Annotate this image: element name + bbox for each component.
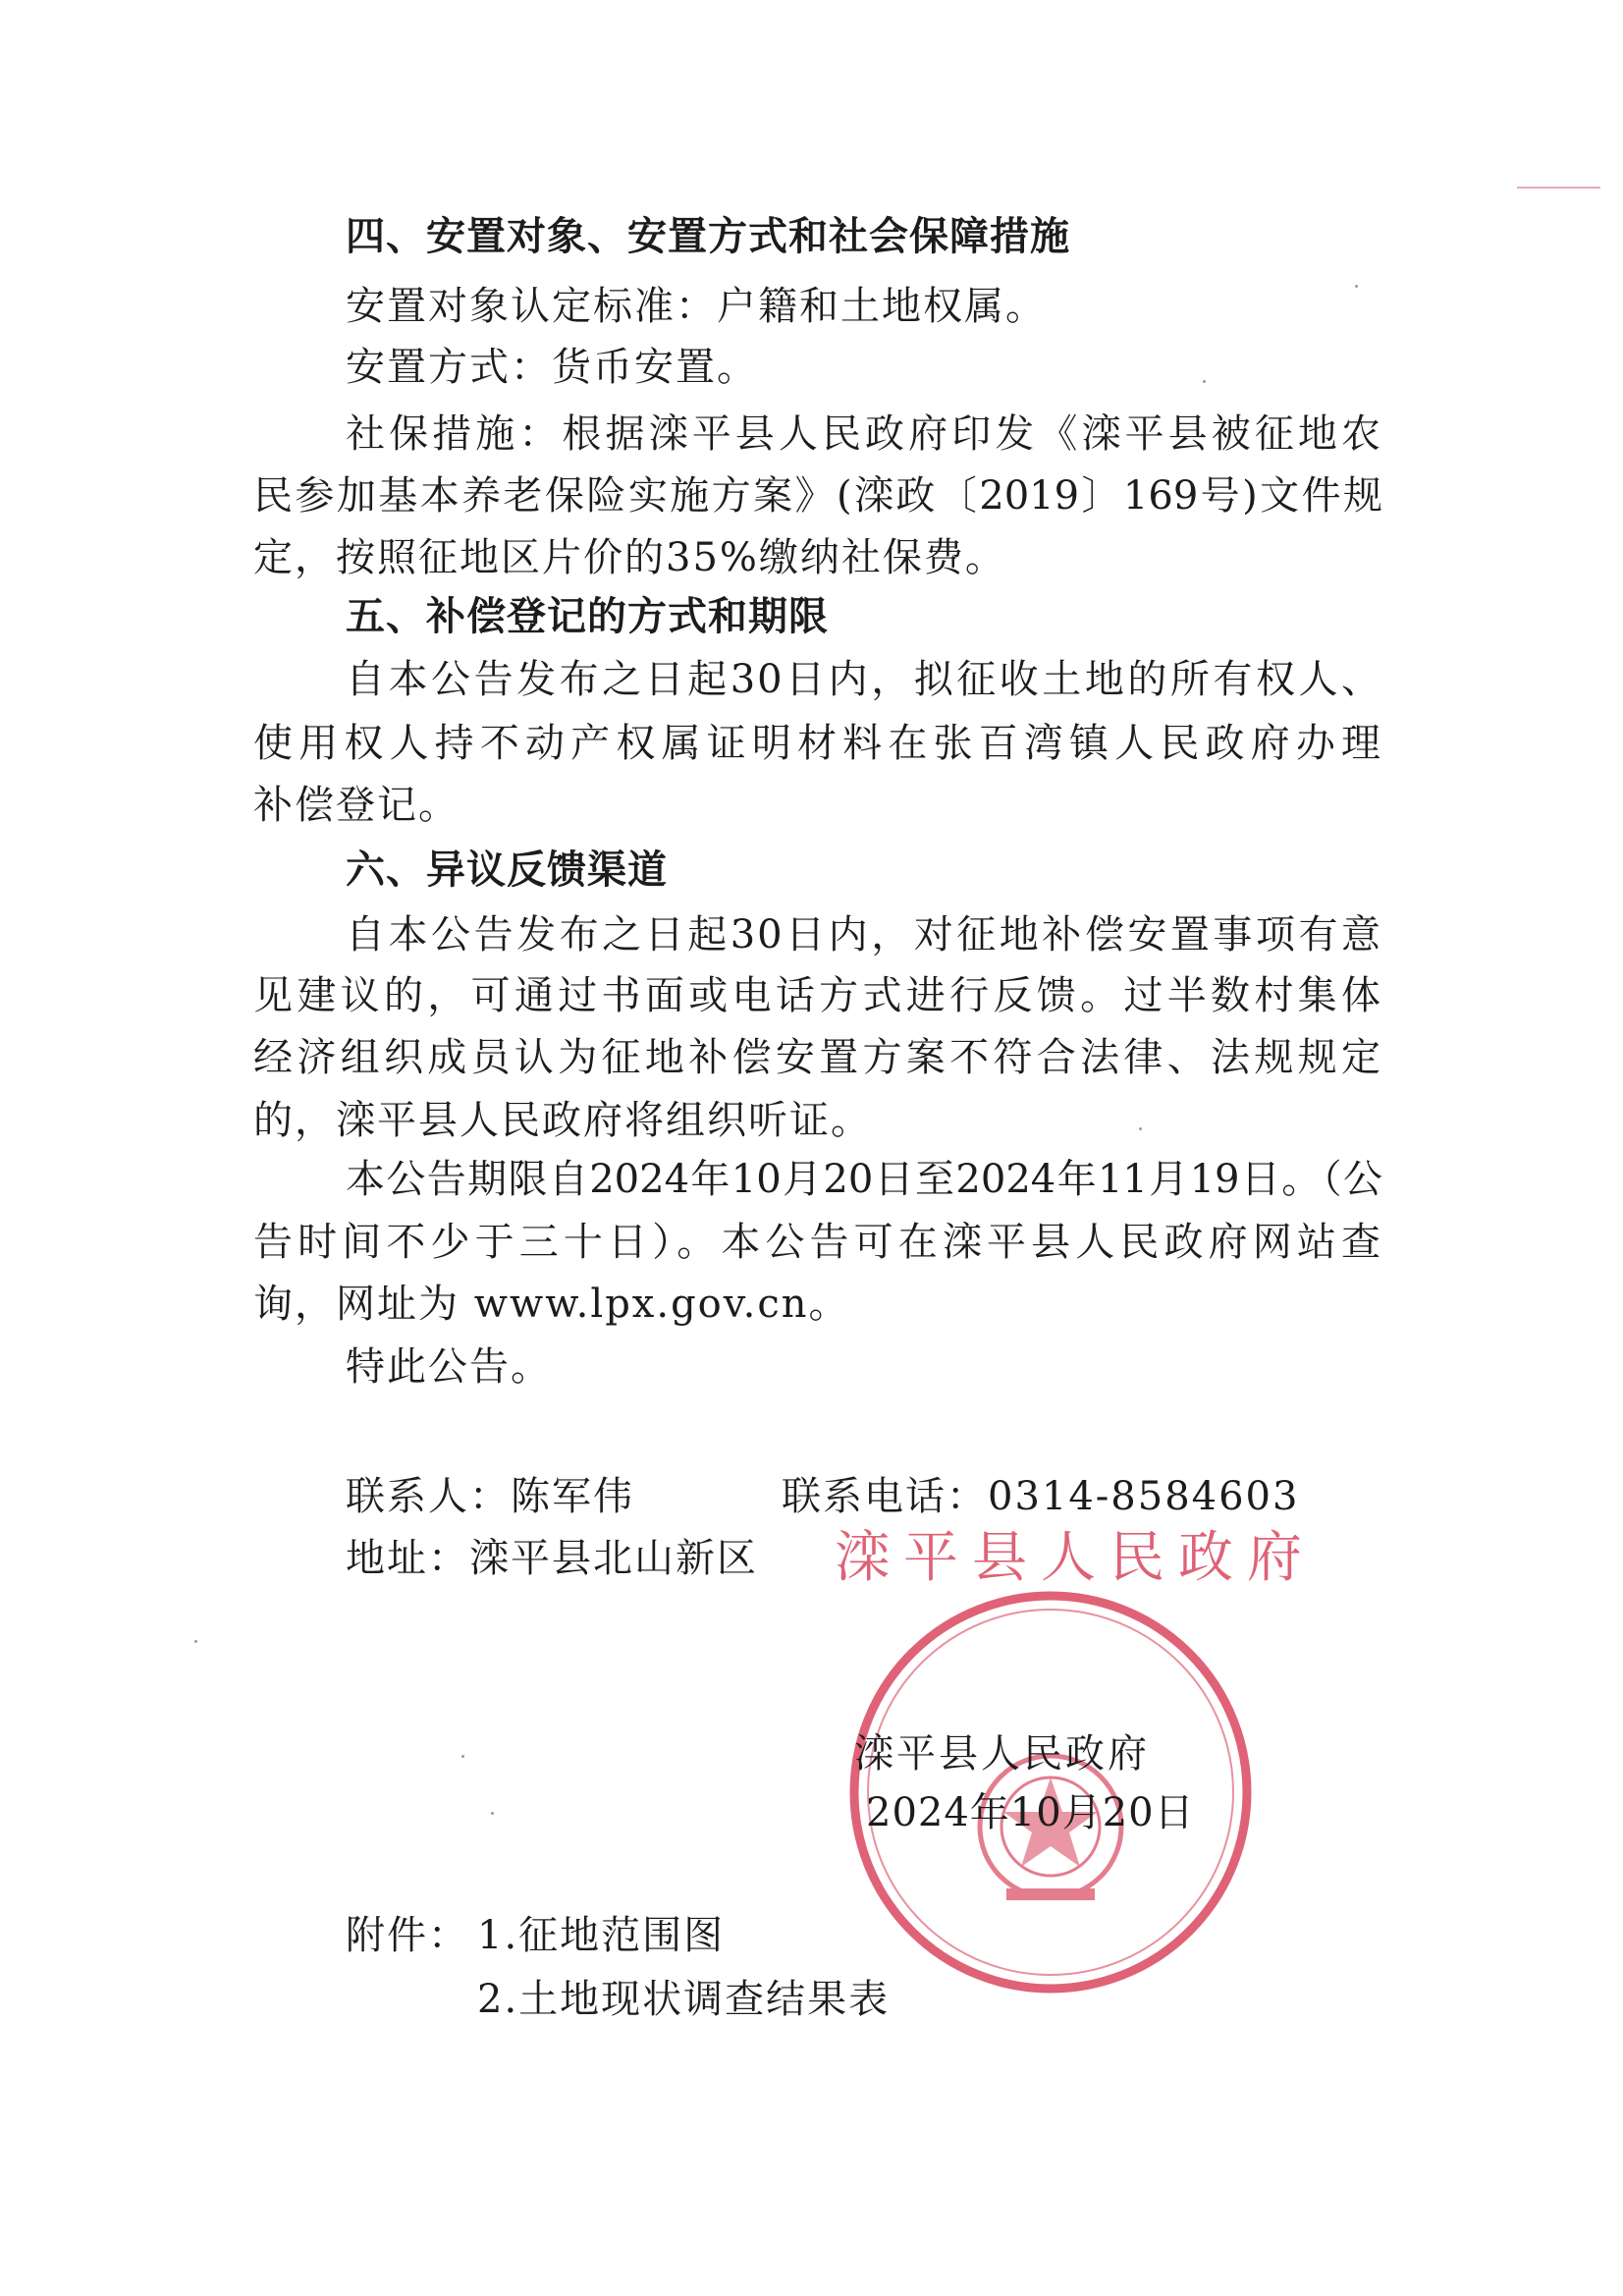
section6-heading: 六、异议反馈渠道 (346, 847, 668, 893)
attachment-item: 1.征地范围图 (477, 1913, 726, 1958)
objection-line: 见建议的，可通过书面或电话方式进行反馈。过半数村集体 (253, 973, 1382, 1018)
period-line: 告时间不少于三十日）。本公告可在滦平县人民政府网站查 (253, 1220, 1382, 1265)
margin-mark (1517, 187, 1600, 189)
period-line: 本公告期限自2024年10月20日至2024年11月19日。（公 (346, 1157, 1382, 1202)
registration-line: 自本公告发布之日起30日内，拟征收土地的所有权人、 (346, 657, 1382, 702)
objection-line: 经济组织成员认为征地补偿安置方案不符合法律、法规规定 (253, 1035, 1382, 1080)
attachment-item: 2.土地现状调查结果表 (477, 1977, 891, 2022)
objection-line: 的，滦平县人民政府将组织听证。 (253, 1098, 872, 1143)
scan-speck (491, 1812, 494, 1815)
period-line: 询，网址为 www.lpx.gov.cn。 (253, 1282, 850, 1327)
registration-line: 补偿登记。 (253, 783, 460, 828)
social-security-line: 民参加基本养老保险实施方案》(滦政〔2019〕169号)文件规 (253, 473, 1382, 519)
scan-speck (1355, 285, 1358, 288)
resettlement-method: 安置方式：货币安置。 (346, 345, 758, 390)
scan-speck (1139, 1127, 1142, 1130)
contact-address: 地址：滦平县北山新区 (346, 1536, 758, 1581)
registration-line: 使用权人持不动产权属证明材料在张百湾镇人民政府办理 (253, 721, 1382, 766)
section5-heading: 五、补偿登记的方式和期限 (346, 594, 829, 639)
scan-speck (194, 1640, 197, 1643)
scan-speck (461, 1755, 464, 1758)
issuer-name: 滦平县人民政府 (854, 1731, 1150, 1777)
social-security-line: 定，按照征地区片价的35%缴纳社保费。 (253, 535, 1006, 580)
section4-heading: 四、安置对象、安置方式和社会保障措施 (346, 214, 1070, 259)
closing-text: 特此公告。 (346, 1344, 552, 1390)
objection-line: 自本公告发布之日起30日内，对征地补偿安置事项有意 (346, 912, 1382, 957)
scan-speck (1203, 380, 1206, 383)
attachments-label: 附件： (346, 1913, 469, 1958)
seal-text: 滦平县人民政府 (835, 1526, 1316, 1590)
resettlement-standard: 安置对象认定标准：户籍和土地权属。 (346, 284, 1047, 329)
issue-date: 2024年10月20日 (866, 1790, 1195, 1835)
social-security-line: 社保措施：根据滦平县人民政府印发《滦平县被征地农 (346, 411, 1382, 457)
contact-person: 联系人：陈军伟 (346, 1474, 634, 1519)
contact-phone: 联系电话：0314-8584603 (782, 1474, 1300, 1519)
